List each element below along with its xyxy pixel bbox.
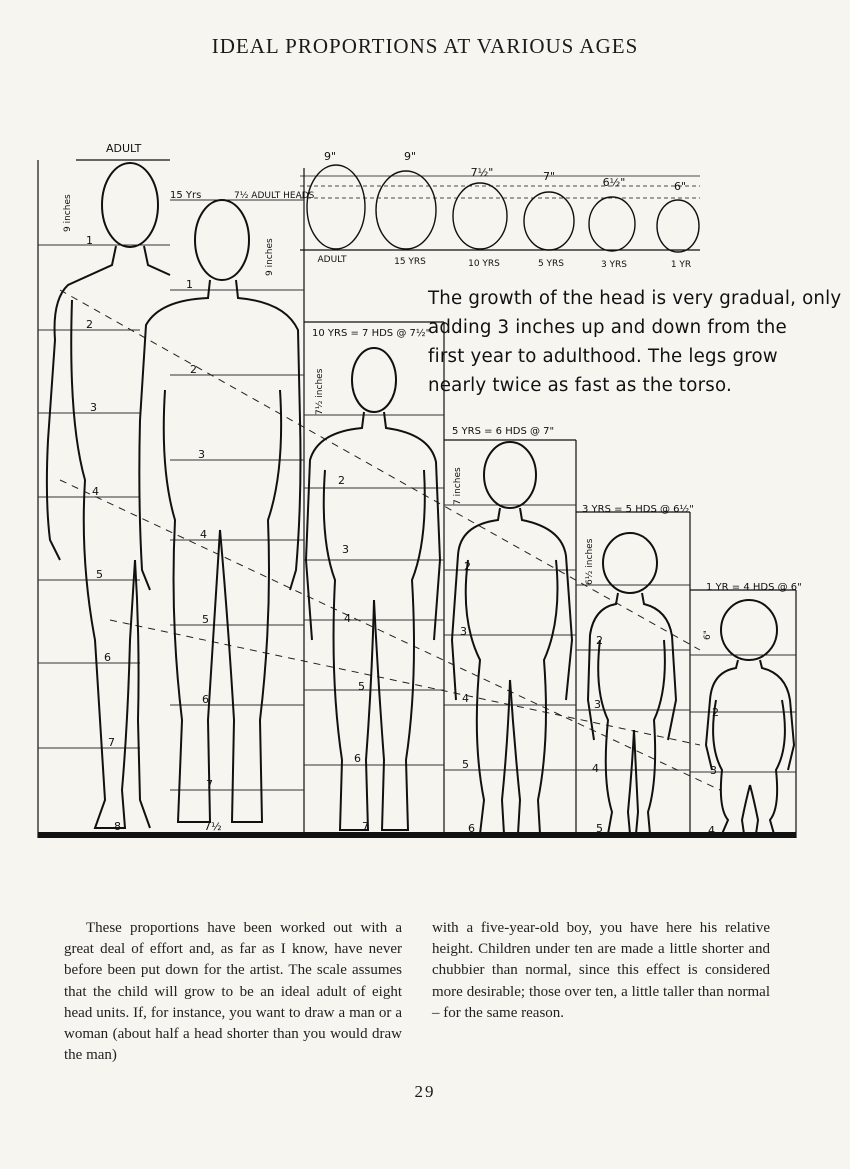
ten-num-7: 7	[362, 820, 369, 833]
fifteen-num-7: 7	[206, 778, 213, 791]
ten-num-2: 2	[338, 474, 345, 487]
page-title: IDEAL PROPORTIONS AT VARIOUS AGES	[211, 34, 639, 58]
head-label-4: 5 YRS	[537, 259, 565, 269]
figure-5yrs	[452, 442, 572, 834]
head-comparison-row	[300, 165, 700, 252]
head-label-5: 3 YRS	[600, 260, 628, 270]
five-num-4: 4	[462, 692, 469, 705]
fifteen-heads: 7½ ADULT HEADS	[234, 191, 315, 201]
ten-head-lines	[304, 415, 444, 765]
five-num-3: 3	[460, 625, 467, 638]
adult-num-6: 6	[104, 651, 111, 664]
head-size-2: 9"	[403, 150, 417, 163]
five-head-numbers	[460, 560, 475, 835]
fifteen-head-numbers	[186, 278, 222, 833]
ten-num-4: 4	[344, 612, 351, 625]
adult-head-numbers	[86, 234, 121, 833]
figure-3yrs	[588, 533, 676, 834]
three-label: 3 YRS = 5 HDS @ 6½"	[582, 504, 694, 515]
three-height-note: 6½ inches	[585, 538, 595, 585]
fifteen-num-6: 6	[202, 693, 209, 706]
figure-10yrs	[306, 348, 440, 830]
three-num-5: 5	[596, 822, 603, 835]
three-num-2: 2	[596, 634, 603, 647]
head-1yr	[657, 200, 699, 252]
handwritten-caption	[428, 284, 842, 400]
head-size-4: 7"	[542, 170, 556, 183]
adult-num-5: 5	[96, 568, 103, 581]
one-height-note: 6"	[703, 630, 713, 640]
one-label: 1 YR = 4 HDS @ 6"	[706, 582, 802, 593]
figure-1yr	[706, 600, 794, 834]
caption-line-1: The growth of the head is very gradual, only	[428, 288, 842, 309]
head-label-3: 10 YRS	[468, 259, 500, 269]
five-label: 5 YRS = 6 HDS @ 7"	[452, 426, 555, 437]
adult-num-3: 3	[90, 401, 97, 414]
ten-num-6: 6	[354, 752, 361, 765]
head-15yrs	[376, 171, 436, 249]
adult-num-8: 8	[114, 820, 121, 833]
body-text-left-column: These proportions have been worked out with a great deal of effort and, as far as I know, have never before been put down for the artist. The scale assumes that the child will grow to be an ideal adult of eight head units. If, for instance, you want to draw a man or a woman (about half a head shorter than you would draw the man)	[64, 920, 402, 1064]
adult-num-2: 2	[86, 318, 93, 331]
fifteen-num-5: 5	[202, 613, 209, 626]
head-size-3: 7½"	[470, 166, 494, 179]
caption-line-2: adding 3 inches up and down from the	[428, 317, 787, 338]
figure-adult	[47, 163, 170, 828]
one-num-3: 3	[710, 764, 717, 777]
fifteen-label: 15 Yrs	[170, 190, 202, 201]
one-num-2: 2	[712, 706, 719, 719]
fifteen-num-1: 1	[186, 278, 193, 291]
one-num-4: 4	[708, 824, 715, 837]
figure-15yrs	[139, 200, 300, 822]
adult-num-1: 1	[86, 234, 93, 247]
three-num-4: 4	[592, 762, 599, 775]
fifteen-num-2: 2	[190, 363, 197, 376]
five-num-5: 5	[462, 758, 469, 771]
caption-line-3: first year to adulthood. The legs grow	[428, 346, 778, 367]
ten-head-numbers	[338, 474, 369, 833]
three-num-3: 3	[594, 698, 601, 711]
fifteen-num-3: 3	[198, 448, 205, 461]
five-height-note: 7 inches	[453, 467, 463, 505]
adult-num-4: 4	[92, 485, 99, 498]
head-5yrs	[524, 192, 574, 250]
one-head-lines	[690, 655, 796, 772]
body-text-right-column: with a five-year-old boy, you have here his relative height. Children under ten are made a little shorter and chubbier than normal, since this effect is considered more desirable; those over ten, a little taller than normal – for the same reason.	[432, 920, 770, 1021]
ten-height-note: 7½ inches	[315, 368, 325, 415]
head-size-5: 6½"	[602, 176, 626, 189]
head-adult	[307, 165, 365, 249]
head-label-1: ADULT	[317, 255, 347, 265]
fifteen-height-note: 9 inches	[265, 238, 275, 276]
fifteen-num-8: 7½	[204, 820, 222, 833]
baseline	[38, 832, 796, 838]
ten-num-3: 3	[342, 543, 349, 556]
five-num-6: 6	[468, 822, 475, 835]
head-label-2: 15 YRS	[394, 257, 426, 267]
head-10yrs	[453, 183, 507, 249]
head-3yrs	[589, 197, 635, 251]
ten-label: 10 YRS = 7 HDS @ 7½"	[312, 328, 431, 339]
page-number: 29	[414, 1082, 436, 1101]
adult-label: ADULT	[106, 142, 142, 155]
five-num-2: 2	[464, 560, 471, 573]
adult-height-note: 9 inches	[63, 194, 73, 232]
caption-line-4: nearly twice as fast as the torso.	[428, 375, 732, 396]
head-label-6: 1 YR	[670, 260, 692, 270]
fifteen-num-4: 4	[200, 528, 207, 541]
head-size-1: 9"	[323, 150, 337, 163]
head-size-6: 6"	[673, 180, 687, 193]
ten-num-5: 5	[358, 680, 365, 693]
adult-num-7: 7	[108, 736, 115, 749]
